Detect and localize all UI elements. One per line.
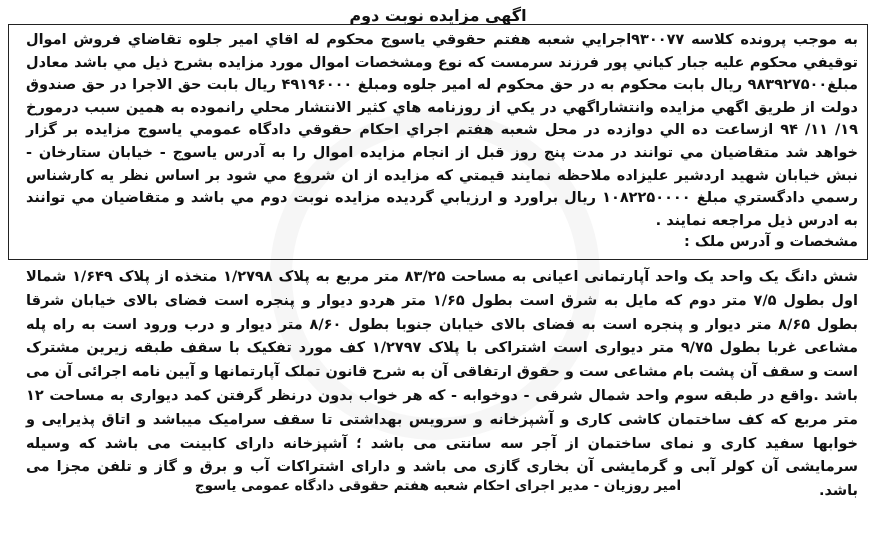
property-specs-body: شش دانگ یک واحد یک واحد آپارتمانی اعیانی به مساحت ۸۳/۲۵ متر مربع به پلاک ۱/۲۷۹۸ متخذه از پلاک ۱/۶۴۹ شمالا اول بطول ۷/۵ متر دوم که مایل به شرق است بطول ۱/۶۵ متر هردو دیوار و پنجره است فضای بالای خیابان شرقا بطول ۸/۶۵ متر دیوار و پنجره است به فضای بالای خیابان جنوبا بطول ۸/۶۰ متر دیوار و درب ورود است به راه پله مشاعی غربا بطول ۹/۷۵ متر دیواری است اشتراکی با پلاک ۱/۲۷۹۷ کف مورد تفکیک با سقف طبقه زیرین مشترک است و سقف آن پشت بام مشاعی ست و حقوق ارتفاقی آن به شرح قانون تملک آپارتمانها و آیین نامه اجرائی آن می باشد .واقع در طبقه سوم واحد شمال شرقی - دوخوابه - که هر خواب بدون درنظر گرفتن کمد دیواری به مساحت ۱۲ متر مربع که کف ساختمان کاشی کاری و آشپزخانه و سرویس بهداشتی تا سقف سرامیک میباشد و اتاق پذیرایی و خوابها سفید کاری و نمای ساختمان از آجر سه سانتی می باشد ؛ آشپزخانه دارای کابینت می باشد که وسیله سرمایشی آن کولر آبی و گرمایشی آن بخاری گازی می باشد و دارای اشتراکات آب و برق و گاز و تلفن مجزا می باشد. <box>26 269 859 500</box>
notice-body: به موجب پرونده كلاسه ۹۳۰۰۷۷اجرايي شعبه هفتم حقوقي ياسوج محكوم له اقاي امير جلوه تقاضاي فروش اموال توقيفي محكوم عليه جبار كياني پور فرزند سرمست كه نوع ومشخصات اموال مورد مزايده بشرح ذيل مي باشد معادل مبلغ۹۸۳۹۲۷۵۰۰ ريال بابت محكوم به در حق محكوم له امير جلوه ومبلغ ۴۹۱۹۶۰۰۰ ريال بابت حق الاجرا در حق صندوق دولت از طريق اگهي مزايده وانتشاراگهي در يكي از روزنامه هاي كثير الانتشار محلي رانموده به همين سبب درمورخ ۱۹/ ۱۱/ ۹۴ ازساعت ده الي دوازده در محل شعبه هفتم اجراي احكام حقوقي دادگاه عمومي ياسوج مزايده بر گزار خواهد شد متقاضيان مي توانند در مدت پنج روز قبل از انجام مزايده اموال را به آدرس ياسوج - خيابان ستارخان - نبش خيابان شهيد اردشير عليزاده ملاحظه نمايند قيمتي كه مزايده از ان شروع مي شود بر اساس نظر يه كارشناس رسمي دادگستري مبلغ ۱۰۸۲۲۵۰۰۰۰ ريال براورد و ارزيابي گرديده مزايده نوبت دوم مي باشد و متقاضيان مي توانند به ادرس ذيل مراجعه نمايند . <box>26 32 858 229</box>
notice-title: اگهي مزايده نوبت دوم <box>349 6 527 25</box>
signature-line: امیر روزیان - مدیر اجرای احکام شعبه هفتم حقوقی دادگاه عمومی یاسوج <box>194 478 682 494</box>
property-specs-heading: مشخصات و آدرس ملک : <box>684 234 858 250</box>
